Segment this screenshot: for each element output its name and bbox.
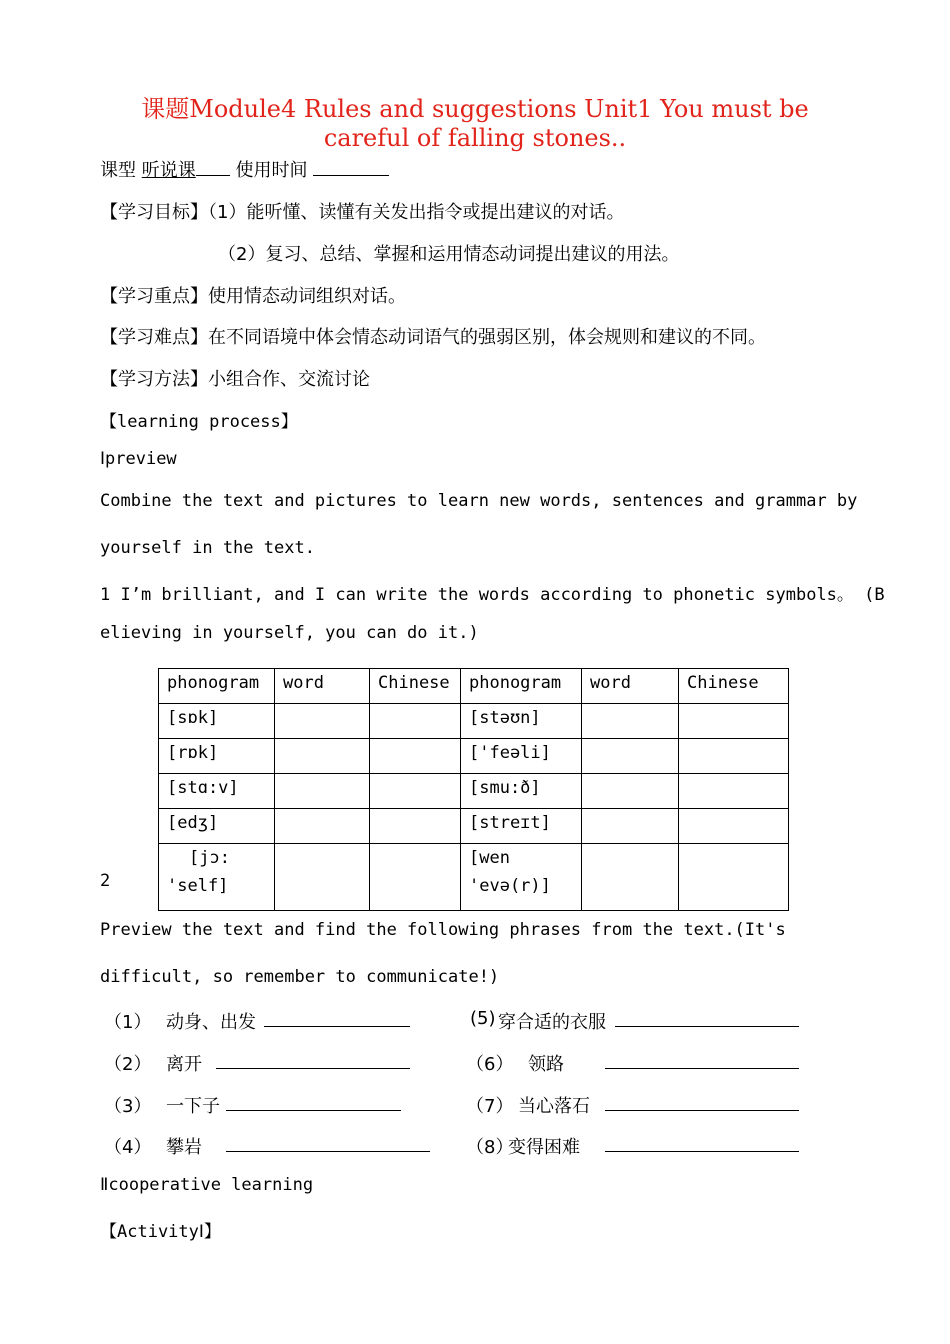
chinese-cell[interactable]: [679, 704, 789, 739]
objectives-row: [100, 198, 624, 224]
header-chinese-1: Chinese: [370, 669, 461, 704]
key-points-text: 使用情态动词组织对话。: [208, 286, 406, 307]
methods-label: 【学习方法】: [100, 369, 208, 390]
chinese-cell[interactable]: [679, 844, 789, 911]
course-info: [100, 156, 389, 182]
key-points-row: [100, 282, 406, 308]
word-cell[interactable]: [275, 704, 370, 739]
task2-line2: difficult, so remember to communicate!): [100, 967, 500, 987]
preview-intro-line1: Combine the text and pictures to learn new words, sentences and grammar by: [100, 491, 858, 511]
type-blank: [196, 157, 230, 176]
task1-line2: elieving in yourself, you can do it.): [100, 623, 479, 643]
table-row: [159, 774, 789, 809]
chinese-cell[interactable]: [370, 844, 461, 911]
answer-blank[interactable]: [605, 1050, 799, 1069]
table-row: [159, 844, 789, 911]
word-cell[interactable]: [582, 704, 679, 739]
answer-blank[interactable]: [216, 1050, 410, 1069]
table-row: [159, 809, 789, 844]
header-phonogram-1: phonogram: [159, 669, 275, 704]
phonogram-cell: [stəʊn]: [461, 704, 582, 739]
phonogram-part: 'self]: [167, 876, 229, 896]
phrase-text: 当心落石: [518, 1096, 590, 1117]
phonogram-cell: [461, 844, 582, 911]
phonogram-cell: [159, 844, 275, 911]
header-word-2: word: [582, 669, 679, 704]
word-cell[interactable]: [582, 774, 679, 809]
word-cell[interactable]: [582, 739, 679, 774]
phrase-text: 一下子: [166, 1096, 220, 1117]
phonogram-cell: [streɪt]: [461, 809, 582, 844]
chinese-cell[interactable]: [370, 809, 461, 844]
phonogram-cell: ['feəli]: [461, 739, 582, 774]
word-cell[interactable]: [275, 774, 370, 809]
chinese-cell[interactable]: [679, 739, 789, 774]
chinese-cell[interactable]: [370, 704, 461, 739]
phrase-text: 动身、出发: [166, 1012, 256, 1033]
word-cell[interactable]: [582, 809, 679, 844]
phrase-num: （7）: [466, 1096, 514, 1117]
course-type-label: 课型: [100, 160, 136, 181]
chinese-cell[interactable]: [679, 809, 789, 844]
word-cell[interactable]: [582, 844, 679, 911]
answer-blank[interactable]: [226, 1092, 401, 1111]
answer-blank[interactable]: [226, 1133, 430, 1152]
phrase-num: （2）: [104, 1054, 152, 1075]
methods-row: [100, 365, 370, 391]
phonogram-part: 'evə(r)]: [469, 876, 551, 896]
answer-blank[interactable]: [605, 1092, 799, 1111]
table-row: [159, 704, 789, 739]
phonogram-cell: [rɒk]: [159, 739, 275, 774]
preview-heading: Ⅰpreview: [100, 449, 177, 469]
time-label: 使用时间: [235, 160, 308, 181]
objectives-item1: （1）能听懂、读懂有关发出指令或提出建议的对话。: [208, 202, 625, 223]
phrase-num: （4）: [104, 1137, 152, 1158]
chinese-cell[interactable]: [370, 739, 461, 774]
word-cell[interactable]: [275, 844, 370, 911]
phrase-text: 离开: [166, 1054, 202, 1075]
methods-text: 小组合作、交流讨论: [208, 369, 370, 390]
phrase-num: （1）: [104, 1012, 152, 1033]
phrase-num: （6）: [466, 1054, 514, 1075]
coop-heading: Ⅱcooperative learning: [100, 1175, 314, 1195]
phrase-num: （8）: [466, 1137, 514, 1158]
objectives-label: 【学习目标】: [100, 202, 208, 223]
task2-number: 2: [100, 871, 111, 891]
answer-blank[interactable]: [264, 1008, 410, 1027]
preview-intro-line2: yourself in the text.: [100, 538, 315, 558]
phonogram-cell: [stɑ:v]: [159, 774, 275, 809]
task2-line1: Preview the text and find the following phrases from the text.(It's: [100, 920, 786, 940]
phrase-text: 穿合适的衣服: [498, 1012, 606, 1033]
process-heading: 【learning process】: [100, 412, 298, 432]
chinese-cell[interactable]: [679, 774, 789, 809]
table-header-row: [159, 669, 789, 704]
phrase-text: 攀岩: [166, 1137, 202, 1158]
word-cell[interactable]: [275, 809, 370, 844]
objectives-item2: （2）复习、总结、掌握和运用情态动词提出建议的用法。: [218, 244, 680, 265]
phonogram-part: [jɔ:: [189, 848, 230, 868]
key-points-label: 【学习重点】: [100, 286, 208, 307]
chinese-cell[interactable]: [370, 774, 461, 809]
word-cell[interactable]: [275, 739, 370, 774]
phonogram-part: [wen: [469, 848, 510, 868]
phrase-text: 领路: [528, 1054, 564, 1075]
table-row: [159, 739, 789, 774]
course-type-value: 听说课: [141, 160, 196, 181]
phonetic-table: [158, 668, 789, 911]
header-phonogram-2: phonogram: [461, 669, 582, 704]
header-chinese-2: Chinese: [679, 669, 789, 704]
task1-line1: 1 I’m brilliant, and I can write the words according to phonetic symbols。 (B: [100, 585, 885, 605]
page-title-line2: careful of falling stones..: [323, 124, 627, 152]
phrase-text: 变得困难: [508, 1137, 580, 1158]
time-blank: [313, 157, 389, 176]
header-word-1: word: [275, 669, 370, 704]
phonogram-cell: [sɒk]: [159, 704, 275, 739]
activity-heading: 【ActivityⅠ】: [100, 1222, 221, 1242]
difficulties-row: [100, 323, 766, 349]
difficulties-text: 在不同语境中体会情态动词语气的强弱区别，体会规则和建议的不同。: [208, 327, 766, 348]
phrase-num: （3）: [104, 1096, 152, 1117]
difficulties-label: 【学习难点】: [100, 327, 208, 348]
phonogram-cell: [smu:ð]: [461, 774, 582, 809]
answer-blank[interactable]: [605, 1133, 799, 1152]
phonogram-cell: [edʒ]: [159, 809, 275, 844]
phrase-num: (5): [470, 1008, 496, 1029]
page-title-line1: 课题Module4 Rules and suggestions Unit1 You must be: [141, 95, 809, 123]
answer-blank[interactable]: [615, 1008, 799, 1027]
